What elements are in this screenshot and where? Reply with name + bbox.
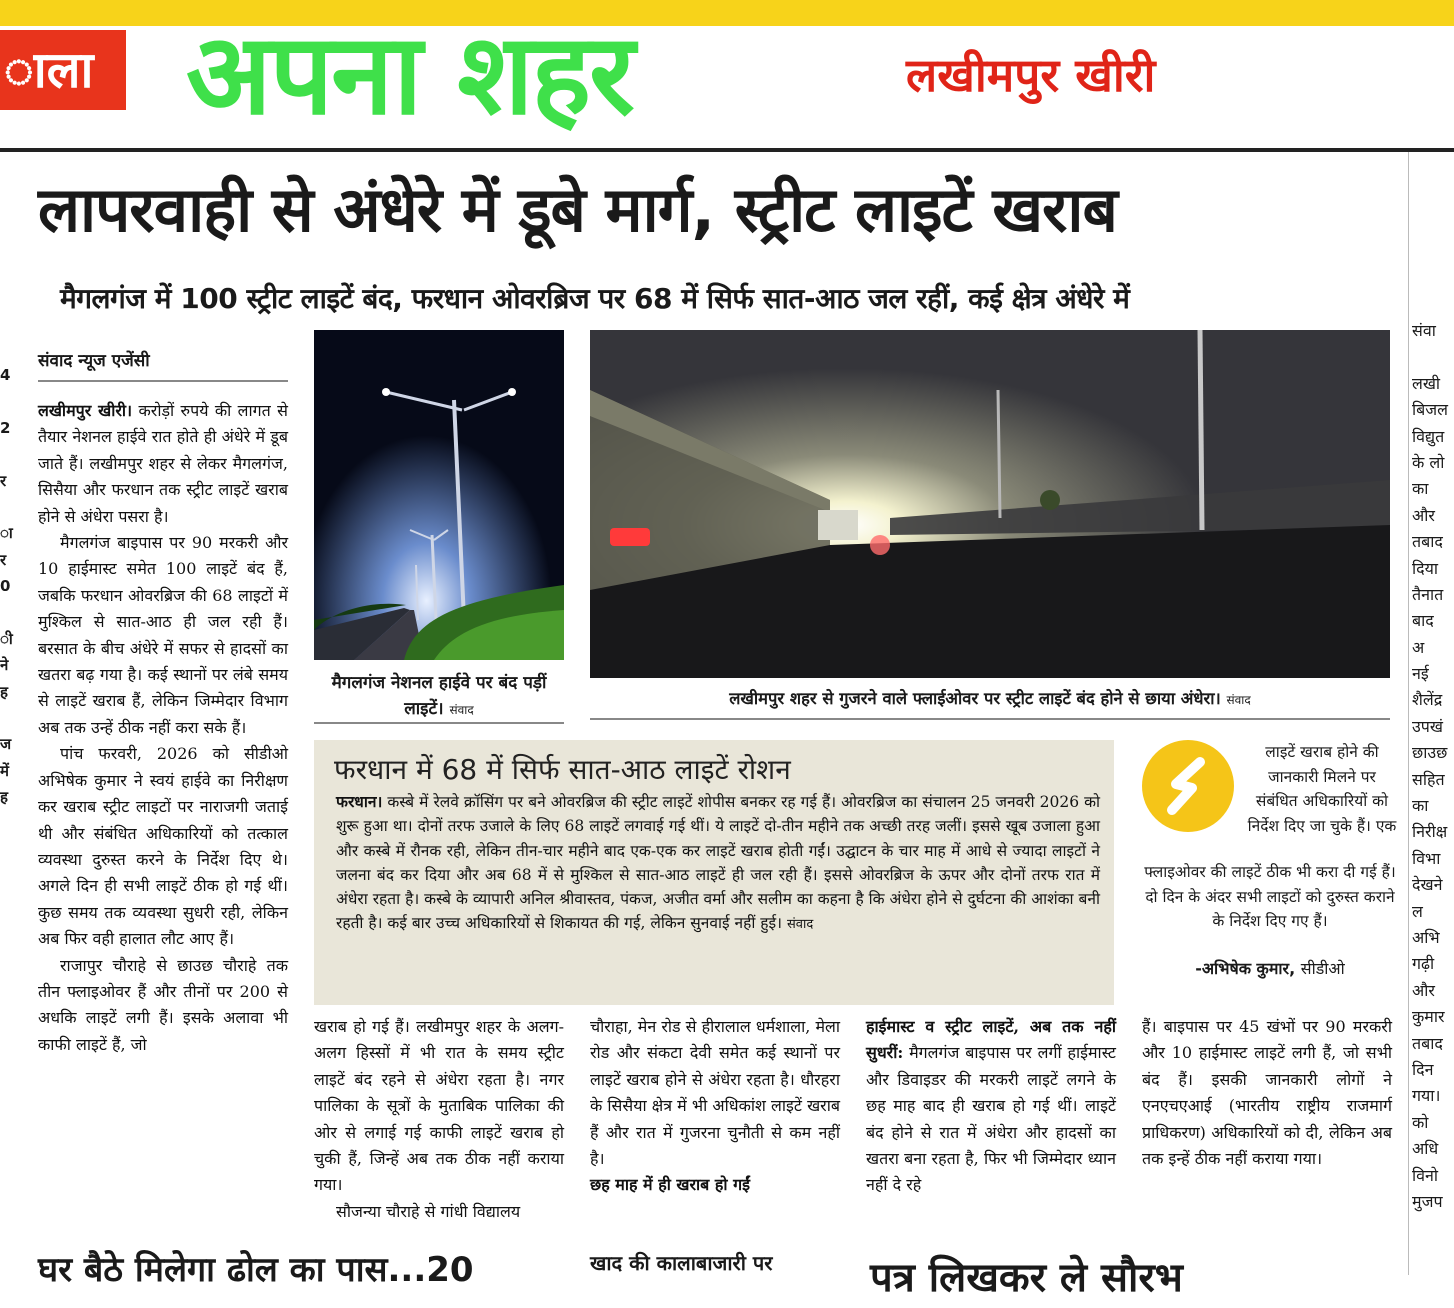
right-edge-line: का [1412, 479, 1429, 499]
right-edge-line: गढ़ी [1412, 954, 1435, 974]
bottom-headline-left: घर बैठे मिलेगा ढोल का पास...20 [38, 1250, 474, 1290]
sidebar-dateline: फरधान। [336, 792, 383, 811]
left-edge-line: में [0, 761, 9, 780]
column-4-text: मैगलगंज बाइपास पर लगीं हाईमास्ट और डिवाइडर की मरकरी लाइटें लगने के छह माह बाद ही खराब हो गई थीं। लाइटें बंद होने से रात में अंधेरा और हादसों का खतरा बना रहता है, फिर भी जिम्मेदार ध्यान नहीं दे रहे [866, 1043, 1116, 1195]
left-edge-line: 2 [0, 418, 11, 437]
right-edge-line: विनो [1412, 1165, 1439, 1185]
right-edge-column [1412, 152, 1454, 1275]
left-edge-line: ज [0, 735, 12, 754]
left-edge-line: 4 [0, 366, 11, 384]
highway-photo [314, 330, 564, 660]
bottom-headline-middle: खाद की कालाबाजारी पर [590, 1251, 773, 1275]
article-subheadline: मैगलगंज में 100 स्ट्रीट लाइटें बंद, फरधान ओवरब्रिज पर 68 में सिर्फ सात-आठ जल रहीं, कई क्षेत्र अंधेरे में [60, 282, 1130, 315]
right-edge-line: दिया [1412, 558, 1439, 578]
right-edge-line: तैनात [1412, 584, 1444, 604]
column-2-continued: सौजन्या चौराहे से गांधी विद्यालय [336, 1201, 521, 1221]
right-edge-line: देखने [1412, 875, 1443, 895]
right-edge-line: मुजप [1412, 1191, 1443, 1211]
right-edge-line: निरीक्ष [1412, 822, 1448, 842]
right-edge-line: का [1412, 796, 1429, 816]
newspaper-logo-icon [1142, 740, 1234, 832]
column-4-subhead: हाईमास्ट व स्ट्रीट लाइटें, अब तक नहीं सुधरीं: [866, 1017, 1116, 1063]
left-edge-line: ह [0, 788, 8, 807]
section-tab: ाला [0, 30, 126, 110]
sidebar-box-title: फरधान में 68 में सिर्फ सात-आठ लाइटें रोशन [334, 753, 791, 786]
right-edge-line: शैलेंद्र [1412, 690, 1443, 710]
right-edge-line: गया। [1412, 1086, 1441, 1106]
flyover-photo [590, 330, 1390, 678]
quote-signature [1142, 956, 1398, 982]
left-caption-rule [314, 722, 564, 724]
right-edge-line: के लो [1412, 452, 1445, 472]
article-column-2 [314, 1014, 564, 1225]
right-caption-rule [590, 718, 1390, 720]
right-edge-line: अधि [1412, 1139, 1439, 1159]
left-edge-line [0, 705, 16, 731]
right-edge-line: तबाद [1412, 1033, 1443, 1053]
paragraph-2: मैगलगंज बाइपास पर 90 मरकरी और 10 हाईमास्ट समेत 100 लाइटें बंद हैं, जबकि फरधान ओवरब्रिज की 68 लाइटों में मुश्किल से सात-आठ ही जल रही हैं। बरसात के बीच अंधेरे में सफर से हादसों का खतरा बढ़ गया है। कई स्थानों पर लंबे समय से लाइटें खराब हैं, लेकिन जिम्मेदार विभाग अब तक उन्हें ठीक नहीं करा सके हैं। [38, 533, 288, 737]
left-edge-line: र [0, 471, 7, 490]
dateline: लखीमपुर खीरी। [38, 401, 133, 420]
bottom-headline-right: पत्र लिखकर ले सौरभ [870, 1255, 1183, 1301]
right-edge-line [1412, 344, 1454, 370]
right-edge-line: और [1412, 505, 1435, 525]
right-edge-line: उपखं [1412, 716, 1443, 736]
left-edge-line: ा [0, 524, 13, 543]
article-column-5 [1142, 1014, 1392, 1172]
left-edge-line: र [0, 550, 7, 569]
right-edge-line: दिन [1412, 1059, 1434, 1079]
left-caption-text: मैगलगंज नेशनल हाईवे पर बंद पड़ीं लाइटें। [331, 673, 547, 719]
right-edge-line: तबाद [1412, 532, 1443, 552]
article-column-1 [38, 398, 288, 1058]
right-edge-line: ल [1412, 901, 1423, 921]
quote-name: -अभिषेक कुमार, [1195, 959, 1296, 978]
right-edge-line: विद्युत [1412, 426, 1445, 446]
right-edge-line: संवा [1412, 321, 1436, 340]
column-5-text: हैं। बाइपास पर 45 खंभों पर 90 मरकरी और 10 हाईमास्ट लाइटें लगी हैं, जो सभी बंद हैं। इसकी जानकारी लोगों ने एनएचएआई (भारतीय राष्ट्रीय राजमार्ग प्राधिकरण) अधिकारियों को दी, लेकिन अब तक इन्हें ठीक नहीं कराया गया। [1142, 1017, 1392, 1169]
sidebar-box-body [336, 790, 1100, 938]
left-photo-caption [314, 670, 564, 723]
left-edge-line: ह [0, 682, 8, 701]
column-3-subhead: छह माह में ही खराब हो गईं [590, 1175, 750, 1195]
left-edge-line: ी [0, 629, 13, 648]
sidebar-credit: संवाद [786, 917, 814, 933]
right-edge-line: अभि [1412, 927, 1440, 947]
left-caption-credit: संवाद [449, 703, 474, 717]
column-3-text: चौराहा, मेन रोड से हीरालाल धर्मशाला, मेला रोड और संकटा देवी समेत कई स्थानों पर लाइटें खराब होने से अंधेरा रहता है। धौरहरा के सिसैया क्षेत्र में भी अधिकांश लाइटें खराब हैं और रात में गुजरना चुनौती से कम नहीं है। [590, 1017, 840, 1169]
sidebar-text: कस्बे में रेलवे क्रॉसिंग पर बने ओवरब्रिज की स्ट्रीट लाइटें शोपीस बनकर रह गई हैं। ओवरब्रिज का संचालन 25 जनवरी 2026 को शुरू हुआ था। दोनों तरफ उजाले के लिए 68 लाइटें लगवाई गई थीं। ये लाइटें दो-तीन महीने तक अच्छी तरह जलीं। इससे खूब उजाला हुआ और कस्बे में रौनक रही, लेकिन तीन-चार महीने बाद एक-एक कर लाइटें खराब होती गईं। उद्घाटन के चार माह में आधे से ज्यादा लाइटों ने जलना बंद कर दिया और अब 68 में से मुश्किल से सात-आठ लाइटें ही जल रही हैं। इससे ओवरब्रिज के ऊपर और दोनों तरफ रात में अंधेरा रहता है। कस्बे के व्यापारी अनिल श्रीवास्तव, पंकज, अजीत वर्मा और सलीम का कहना है कि अंधेरा होने से दुर्घटना की आशंका बनी रहती है। कई बार उच्च अधिकारियों से शिकायत की गई, लेकिन सुनवाई नहीं हुई। [336, 793, 1100, 933]
quote-designation: सीडीओ [1300, 959, 1345, 978]
left-edge-line [0, 441, 16, 467]
paragraph-4: राजापुर चौराहे से छाउछ चौराहे तक तीन फ्लाइओवर हैं और तीनों पर 200 से अधकि लाइटें लगी हैं। इसके अलावा भी काफी लाइटें हैं, जो [38, 955, 288, 1054]
right-photo-caption [590, 686, 1390, 713]
left-edge-column [0, 152, 16, 1275]
right-edge-line: विभा [1412, 848, 1441, 868]
right-caption-credit: संवाद [1226, 693, 1251, 707]
quote-text-2: फ्लाइओवर की लाइटें ठीक भी करा दी गई हैं। दो दिन के अंदर सभी लाइटों को दुरुस्त कराने के निर्देश दिए गए हैं। [1144, 863, 1396, 930]
right-edge-line: अ [1412, 637, 1425, 657]
left-edge-line [0, 494, 16, 520]
right-edge-line: लखी [1412, 373, 1441, 393]
left-edge-line [0, 600, 16, 626]
byline: संवाद न्यूज एजेंसी [38, 348, 288, 382]
right-edge-line: बाद [1412, 611, 1434, 631]
right-edge-line: कुमार [1412, 1007, 1445, 1027]
article-column-4 [866, 1014, 1116, 1199]
article-headline: लापरवाही से अंधेरे में डूबे मार्ग, स्ट्रीट लाइटें खराब [38, 173, 1117, 246]
paragraph-1: करोड़ों रुपये की लागत से तैयार नेशनल हाईवे रात होते ही अंधेरे में डूब जाते हैं। लखीमपुर शहर से लेकर मैगलगंज, सिसैया और फरधान तक स्ट्रीट लाइटें खराब होने से अंधेरा पसरा है। [38, 401, 288, 526]
left-edge-line: ने [0, 656, 9, 675]
right-edge-line: को [1412, 1112, 1429, 1132]
right-edge-line: सहित [1412, 769, 1445, 789]
right-column-rule [1408, 152, 1409, 1275]
right-edge-line: बिजल [1412, 400, 1449, 420]
left-edge-line [0, 388, 16, 414]
paragraph-3: पांच फरवरी, 2026 को सीडीओ अभिषेक कुमार ने स्वयं हाईवे का निरीक्षण कर खराब स्ट्रीट लाइटों पर नाराजगी जताई थी और संबंधित अधिकारियों को तत्काल व्यवस्था दुरुस्त करने के निर्देश दिए थे। अगले दिन ही सभी लाइटें ठीक हो गई थीं। कुछ समय तक व्यवस्था सुधरी रही, लेकिन अब फिर वही हालात लौट आए हैं। [38, 744, 288, 949]
quote-text-1: लाइटें खराब होने की जानकारी मिलने पर संबंधित अधिकारियों को निर्देश दिए जा चुके हैं। एक [1247, 743, 1397, 835]
right-caption-text: लखीमपुर शहर से गुजरने वाले फ्लाईओवर पर स्ट्रीट लाइटें बंद होने से छाया अंधेरा। [729, 689, 1221, 708]
right-edge-line: नई [1412, 664, 1429, 684]
column-2-text: खराब हो गई हैं। लखीमपुर शहर के अलग-अलग हिस्सों में भी रात के समय स्ट्रीट लाइटें बंद रहने से अंधेरा रहता है। नगर पालिका के सूत्रों के मुताबिक पालिका की ओर से लगाई गई काफी लाइटें खराब हो चुकी हैं, जिन्हें अब तक ठीक नहीं कराया गया। [314, 1017, 564, 1195]
right-edge-line: छाउछ [1412, 743, 1448, 763]
article-column-3 [590, 1014, 840, 1199]
masthead-brand: अपना शहर [186, 10, 633, 140]
masthead-divider [0, 148, 1454, 152]
masthead-city: लखीमपुर खीरी [906, 48, 1156, 102]
left-edge-line: 0 [0, 577, 11, 596]
right-edge-line: और [1412, 980, 1435, 1000]
